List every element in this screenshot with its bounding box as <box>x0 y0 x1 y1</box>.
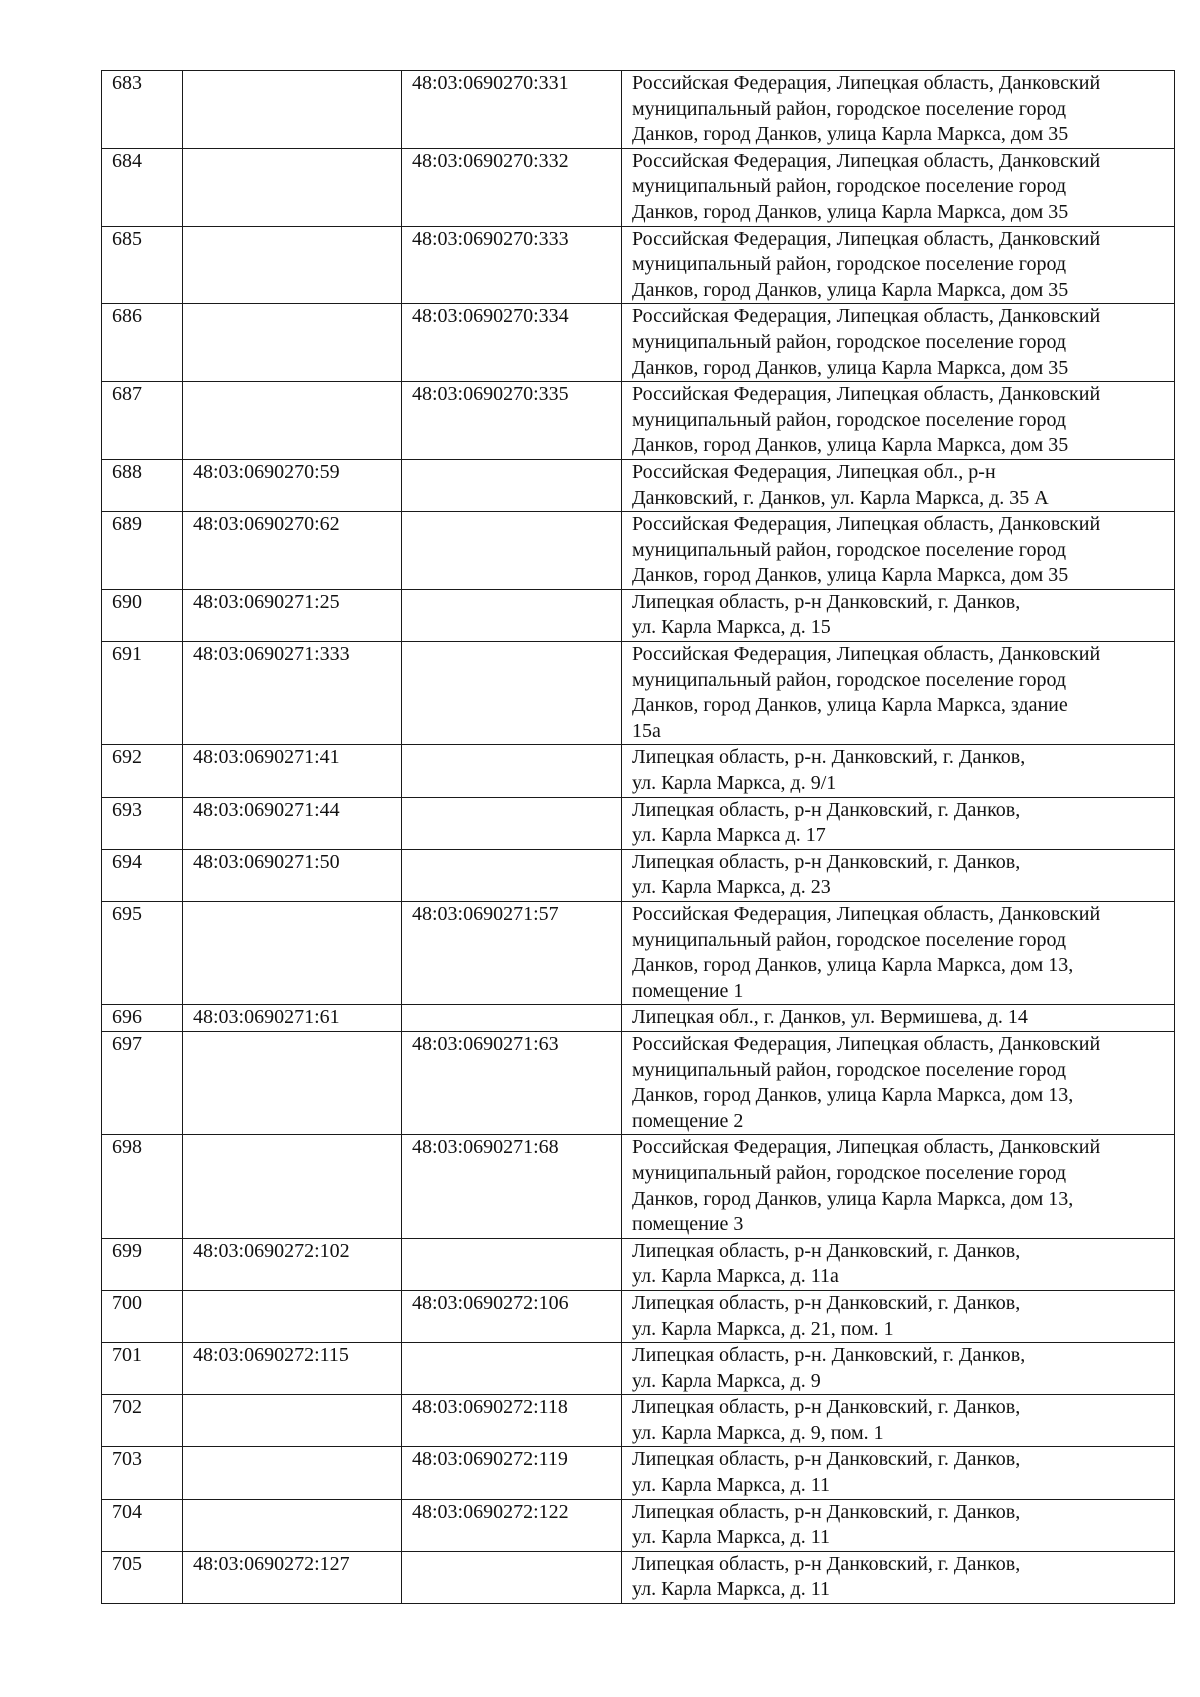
land-cadastral-number <box>183 1499 402 1551</box>
object-cadastral-number <box>402 745 622 797</box>
row-number: 688 <box>102 459 183 511</box>
land-cadastral-number: 48:03:0690272:102 <box>183 1238 402 1290</box>
document-page <box>101 70 1174 1604</box>
row-number: 691 <box>102 642 183 745</box>
address: Липецкая обл., г. Данков, ул. Вермишева, д. 14 <box>622 1005 1175 1032</box>
object-cadastral-number <box>402 797 622 849</box>
land-cadastral-number <box>183 1290 402 1342</box>
row-number: 705 <box>102 1551 183 1603</box>
address: Липецкая область, р-н Данковский, г. Данков, ул. Карла Маркса, д. 11а <box>622 1238 1175 1290</box>
table-row <box>102 849 1175 901</box>
row-number: 687 <box>102 382 183 460</box>
object-cadastral-number <box>402 589 622 641</box>
table-row <box>102 1395 1175 1447</box>
table-row <box>102 71 1175 149</box>
address: Липецкая область, р-н Данковский, г. Данков, ул. Карла Маркса, д. 11 <box>622 1499 1175 1551</box>
row-number: 702 <box>102 1395 183 1447</box>
table-row <box>102 1135 1175 1238</box>
land-cadastral-number <box>183 1135 402 1238</box>
address: Российская Федерация, Липецкая обл., р-н Данковский, г. Данков, ул. Карла Маркса, д. 35 А <box>622 459 1175 511</box>
land-cadastral-number: 48:03:0690271:333 <box>183 642 402 745</box>
land-cadastral-number <box>183 902 402 1005</box>
address: Липецкая область, р-н Данковский, г. Данков, ул. Карла Маркса, д. 21, пом. 1 <box>622 1290 1175 1342</box>
address: Липецкая область, р-н Данковский, г. Данков, ул. Карла Маркса, д. 11 <box>622 1447 1175 1499</box>
address: Российская Федерация, Липецкая область, Данковский муниципальный район, городское поселение город Данков, город Данков, улица Карла Маркса, дом 35 <box>622 382 1175 460</box>
row-number: 701 <box>102 1343 183 1395</box>
table-row <box>102 902 1175 1005</box>
row-number: 704 <box>102 1499 183 1551</box>
table-row <box>102 1031 1175 1134</box>
object-cadastral-number: 48:03:0690272:119 <box>402 1447 622 1499</box>
land-cadastral-number <box>183 71 402 149</box>
table-row <box>102 1005 1175 1032</box>
object-cadastral-number: 48:03:0690272:106 <box>402 1290 622 1342</box>
land-cadastral-number: 48:03:0690272:127 <box>183 1551 402 1603</box>
land-cadastral-number: 48:03:0690271:44 <box>183 797 402 849</box>
land-cadastral-number: 48:03:0690271:25 <box>183 589 402 641</box>
row-number: 699 <box>102 1238 183 1290</box>
table-row <box>102 226 1175 304</box>
address: Липецкая область, р-н. Данковский, г. Данков, ул. Карла Маркса, д. 9 <box>622 1343 1175 1395</box>
object-cadastral-number <box>402 512 622 590</box>
object-cadastral-number <box>402 849 622 901</box>
land-cadastral-number <box>183 382 402 460</box>
row-number: 703 <box>102 1447 183 1499</box>
object-cadastral-number: 48:03:0690270:335 <box>402 382 622 460</box>
table-row <box>102 797 1175 849</box>
table-row <box>102 642 1175 745</box>
row-number: 693 <box>102 797 183 849</box>
address: Российская Федерация, Липецкая область, Данковский муниципальный район, городское поселение город Данков, город Данков, улица Карла Маркса, дом 13, помещение 3 <box>622 1135 1175 1238</box>
address: Российская Федерация, Липецкая область, Данковский муниципальный район, городское поселение город Данков, город Данков, улица Карла Маркса, дом 35 <box>622 226 1175 304</box>
cadastral-table <box>101 70 1175 1604</box>
land-cadastral-number <box>183 148 402 226</box>
table-row <box>102 304 1175 382</box>
land-cadastral-number <box>183 304 402 382</box>
object-cadastral-number: 48:03:0690271:63 <box>402 1031 622 1134</box>
land-cadastral-number: 48:03:0690270:62 <box>183 512 402 590</box>
land-cadastral-number <box>183 1395 402 1447</box>
land-cadastral-number <box>183 1031 402 1134</box>
object-cadastral-number <box>402 1005 622 1032</box>
row-number: 684 <box>102 148 183 226</box>
address: Российская Федерация, Липецкая область, Данковский муниципальный район, городское поселение город Данков, город Данков, улица Карла Маркса, дом 35 <box>622 71 1175 149</box>
object-cadastral-number <box>402 642 622 745</box>
object-cadastral-number: 48:03:0690270:334 <box>402 304 622 382</box>
row-number: 694 <box>102 849 183 901</box>
row-number: 698 <box>102 1135 183 1238</box>
table-row <box>102 1238 1175 1290</box>
address: Липецкая область, р-н Данковский, г. Данков, ул. Карла Маркса, д. 15 <box>622 589 1175 641</box>
table-body <box>102 71 1175 1604</box>
address: Липецкая область, р-н Данковский, г. Данков, ул. Карла Маркса, д. 23 <box>622 849 1175 901</box>
table-row <box>102 382 1175 460</box>
row-number: 686 <box>102 304 183 382</box>
table-row <box>102 1551 1175 1603</box>
table-row <box>102 589 1175 641</box>
object-cadastral-number: 48:03:0690270:332 <box>402 148 622 226</box>
land-cadastral-number: 48:03:0690271:50 <box>183 849 402 901</box>
table-row <box>102 1499 1175 1551</box>
address: Российская Федерация, Липецкая область, Данковский муниципальный район, городское поселение город Данков, город Данков, улица Карла Маркса, дом 35 <box>622 512 1175 590</box>
row-number: 692 <box>102 745 183 797</box>
land-cadastral-number <box>183 1447 402 1499</box>
address: Российская Федерация, Липецкая область, Данковский муниципальный район, городское поселение город Данков, город Данков, улица Карла Маркса, здание 15а <box>622 642 1175 745</box>
address: Российская Федерация, Липецкая область, Данковский муниципальный район, городское поселение город Данков, город Данков, улица Карла Маркса, дом 13, помещение 2 <box>622 1031 1175 1134</box>
object-cadastral-number: 48:03:0690272:122 <box>402 1499 622 1551</box>
table-row <box>102 459 1175 511</box>
object-cadastral-number: 48:03:0690270:333 <box>402 226 622 304</box>
row-number: 689 <box>102 512 183 590</box>
land-cadastral-number: 48:03:0690271:61 <box>183 1005 402 1032</box>
row-number: 700 <box>102 1290 183 1342</box>
land-cadastral-number: 48:03:0690272:115 <box>183 1343 402 1395</box>
table-row <box>102 148 1175 226</box>
table-row <box>102 1343 1175 1395</box>
address: Липецкая область, р-н Данковский, г. Данков, ул. Карла Маркса, д. 11 <box>622 1551 1175 1603</box>
table-row <box>102 1447 1175 1499</box>
row-number: 685 <box>102 226 183 304</box>
land-cadastral-number <box>183 226 402 304</box>
row-number: 697 <box>102 1031 183 1134</box>
row-number: 690 <box>102 589 183 641</box>
row-number: 695 <box>102 902 183 1005</box>
object-cadastral-number: 48:03:0690271:68 <box>402 1135 622 1238</box>
object-cadastral-number <box>402 1551 622 1603</box>
object-cadastral-number <box>402 459 622 511</box>
row-number: 696 <box>102 1005 183 1032</box>
row-number: 683 <box>102 71 183 149</box>
object-cadastral-number <box>402 1238 622 1290</box>
address: Липецкая область, р-н Данковский, г. Данков, ул. Карла Маркса, д. 9, пом. 1 <box>622 1395 1175 1447</box>
land-cadastral-number: 48:03:0690271:41 <box>183 745 402 797</box>
address: Российская Федерация, Липецкая область, Данковский муниципальный район, городское поселение город Данков, город Данков, улица Карла Маркса, дом 35 <box>622 304 1175 382</box>
object-cadastral-number: 48:03:0690271:57 <box>402 902 622 1005</box>
land-cadastral-number: 48:03:0690270:59 <box>183 459 402 511</box>
address: Российская Федерация, Липецкая область, Данковский муниципальный район, городское поселение город Данков, город Данков, улица Карла Маркса, дом 13, помещение 1 <box>622 902 1175 1005</box>
address: Российская Федерация, Липецкая область, Данковский муниципальный район, городское поселение город Данков, город Данков, улица Карла Маркса, дом 35 <box>622 148 1175 226</box>
object-cadastral-number: 48:03:0690270:331 <box>402 71 622 149</box>
address: Липецкая область, р-н. Данковский, г. Данков, ул. Карла Маркса, д. 9/1 <box>622 745 1175 797</box>
table-row <box>102 512 1175 590</box>
object-cadastral-number <box>402 1343 622 1395</box>
table-row <box>102 745 1175 797</box>
object-cadastral-number: 48:03:0690272:118 <box>402 1395 622 1447</box>
address: Липецкая область, р-н Данковский, г. Данков, ул. Карла Маркса д. 17 <box>622 797 1175 849</box>
table-row <box>102 1290 1175 1342</box>
